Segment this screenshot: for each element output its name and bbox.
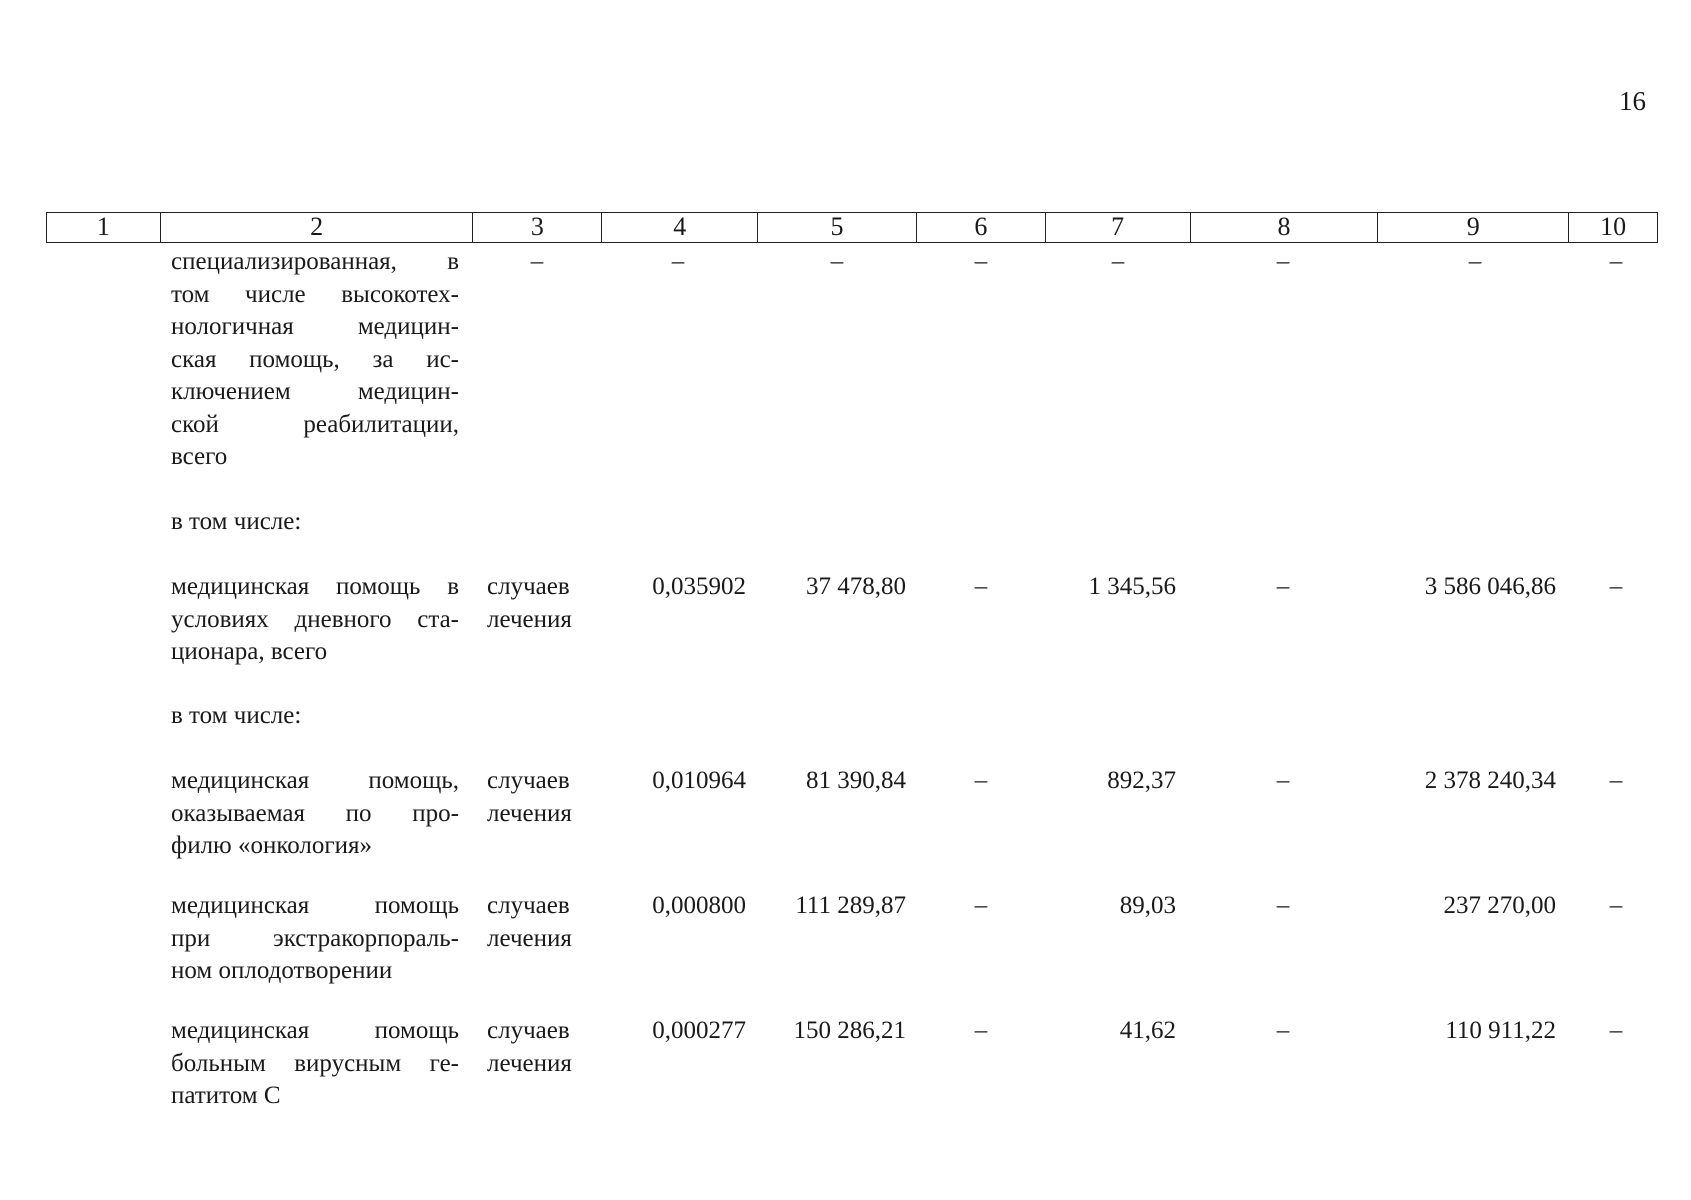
row-label [171,1015,459,1113]
row-label [171,246,459,474]
cell-col5: 37 478,80 [806,573,906,600]
row-label [171,571,459,669]
cell-unit [487,890,587,955]
row-label-line: оказываемая по про- [171,799,459,827]
row-label-line: при экстракорпораль- [171,924,459,952]
unit-line: случаев [487,767,570,794]
cell-col5: 81 390,84 [806,767,906,794]
cell-col10: – [1609,573,1623,600]
cell-col6: – [974,1017,988,1044]
cell-col8: – [1276,767,1290,794]
cell-col5: – [830,248,844,275]
row-label-line: медицинская помощь в [171,573,459,600]
row-label-line: медицинская помощь [171,892,459,919]
row-label-line: больным вирусным ге- [171,1049,459,1077]
row-label-line: специализированная, в [171,248,459,275]
cell-col8: – [1276,573,1290,600]
row-label-line: филю «онкология» [171,832,373,859]
cell-col10: – [1609,892,1623,919]
cell-col8: – [1276,248,1290,275]
cell-col4: 0,010964 [652,767,746,794]
cell-col6: – [974,892,988,919]
row-label-line: том числе высокотех- [171,280,459,308]
cell-col10: – [1609,767,1623,794]
column-number-10: 10 [1600,212,1627,241]
cell-col10: – [1609,248,1623,275]
cell-col8: – [1276,892,1290,919]
cell-col6: – [974,248,988,275]
row-label [171,765,459,863]
unit-line: лечения [487,924,572,952]
cell-col10: – [1609,1017,1623,1044]
row-label-line: патитом С [171,1082,281,1109]
cell-col9: – [1468,248,1482,275]
column-number-4: 4 [602,213,758,242]
cell-col5: 111 289,87 [795,892,906,919]
row-label-line: условиях дневного ста- [171,605,459,633]
cell-col3: – [530,248,544,275]
cell-col7: 89,03 [1119,892,1176,919]
column-number-9: 9 [1378,213,1569,242]
row-label [171,700,459,733]
cell-unit [487,765,587,830]
cell-col9: 110 911,22 [1445,1017,1556,1044]
cell-col4: 0,035902 [652,573,746,600]
unit-line: лечения [487,799,572,827]
row-label-line: ской реабилитации, [171,410,459,438]
row-label [171,890,459,988]
cell-col4: 0,000800 [652,892,746,919]
cell-col7: 41,62 [1119,1017,1176,1044]
unit-line: случаев [487,573,570,600]
cell-col5: 150 286,21 [793,1017,906,1044]
unit-line: лечения [487,1049,572,1077]
cell-col9: 3 586 046,86 [1424,573,1556,600]
column-number-7: 7 [1046,213,1191,242]
row-label-line: всего [171,443,228,470]
column-number-1: 1 [47,213,161,242]
column-number-3: 3 [473,213,602,242]
unit-line: случаев [487,892,570,919]
row-label-line: медицинская помощь [171,1017,459,1044]
cell-unit [487,1015,587,1080]
cell-col7: 1 345,56 [1088,573,1176,600]
unit-line: лечения [487,605,572,633]
column-number-8: 8 [1191,213,1379,242]
row-label-line: ская помощь, за ис- [171,345,459,373]
cell-unit [487,571,587,636]
cell-col4: 0,000277 [652,1017,746,1044]
cell-col9: 237 270,00 [1443,892,1556,919]
cell-col4: – [671,248,685,275]
cell-col7: – [1111,248,1125,275]
cell-col9: 2 378 240,34 [1424,767,1556,794]
row-label-line: в том числе: [171,702,302,729]
row-label-line: в том числе: [171,508,302,535]
row-label-line: ционара, всего [171,638,328,665]
cell-col7: 892,37 [1107,767,1176,794]
column-number-header [46,212,1658,243]
row-label [171,506,459,539]
row-label-line: нологичная медицин- [171,313,459,340]
cell-col8: – [1276,1017,1290,1044]
row-label-line: ключением медицин- [171,378,459,405]
column-number-2: 2 [161,213,474,242]
row-label-line: ном оплодотворении [171,957,393,984]
unit-line: случаев [487,1017,570,1044]
page-number: 16 [1619,86,1646,116]
cell-col6: – [974,573,988,600]
row-label-line: медицинская помощь, [171,767,459,794]
column-number-6: 6 [917,213,1046,242]
column-number-5: 5 [758,213,917,242]
cell-col6: – [974,767,988,794]
